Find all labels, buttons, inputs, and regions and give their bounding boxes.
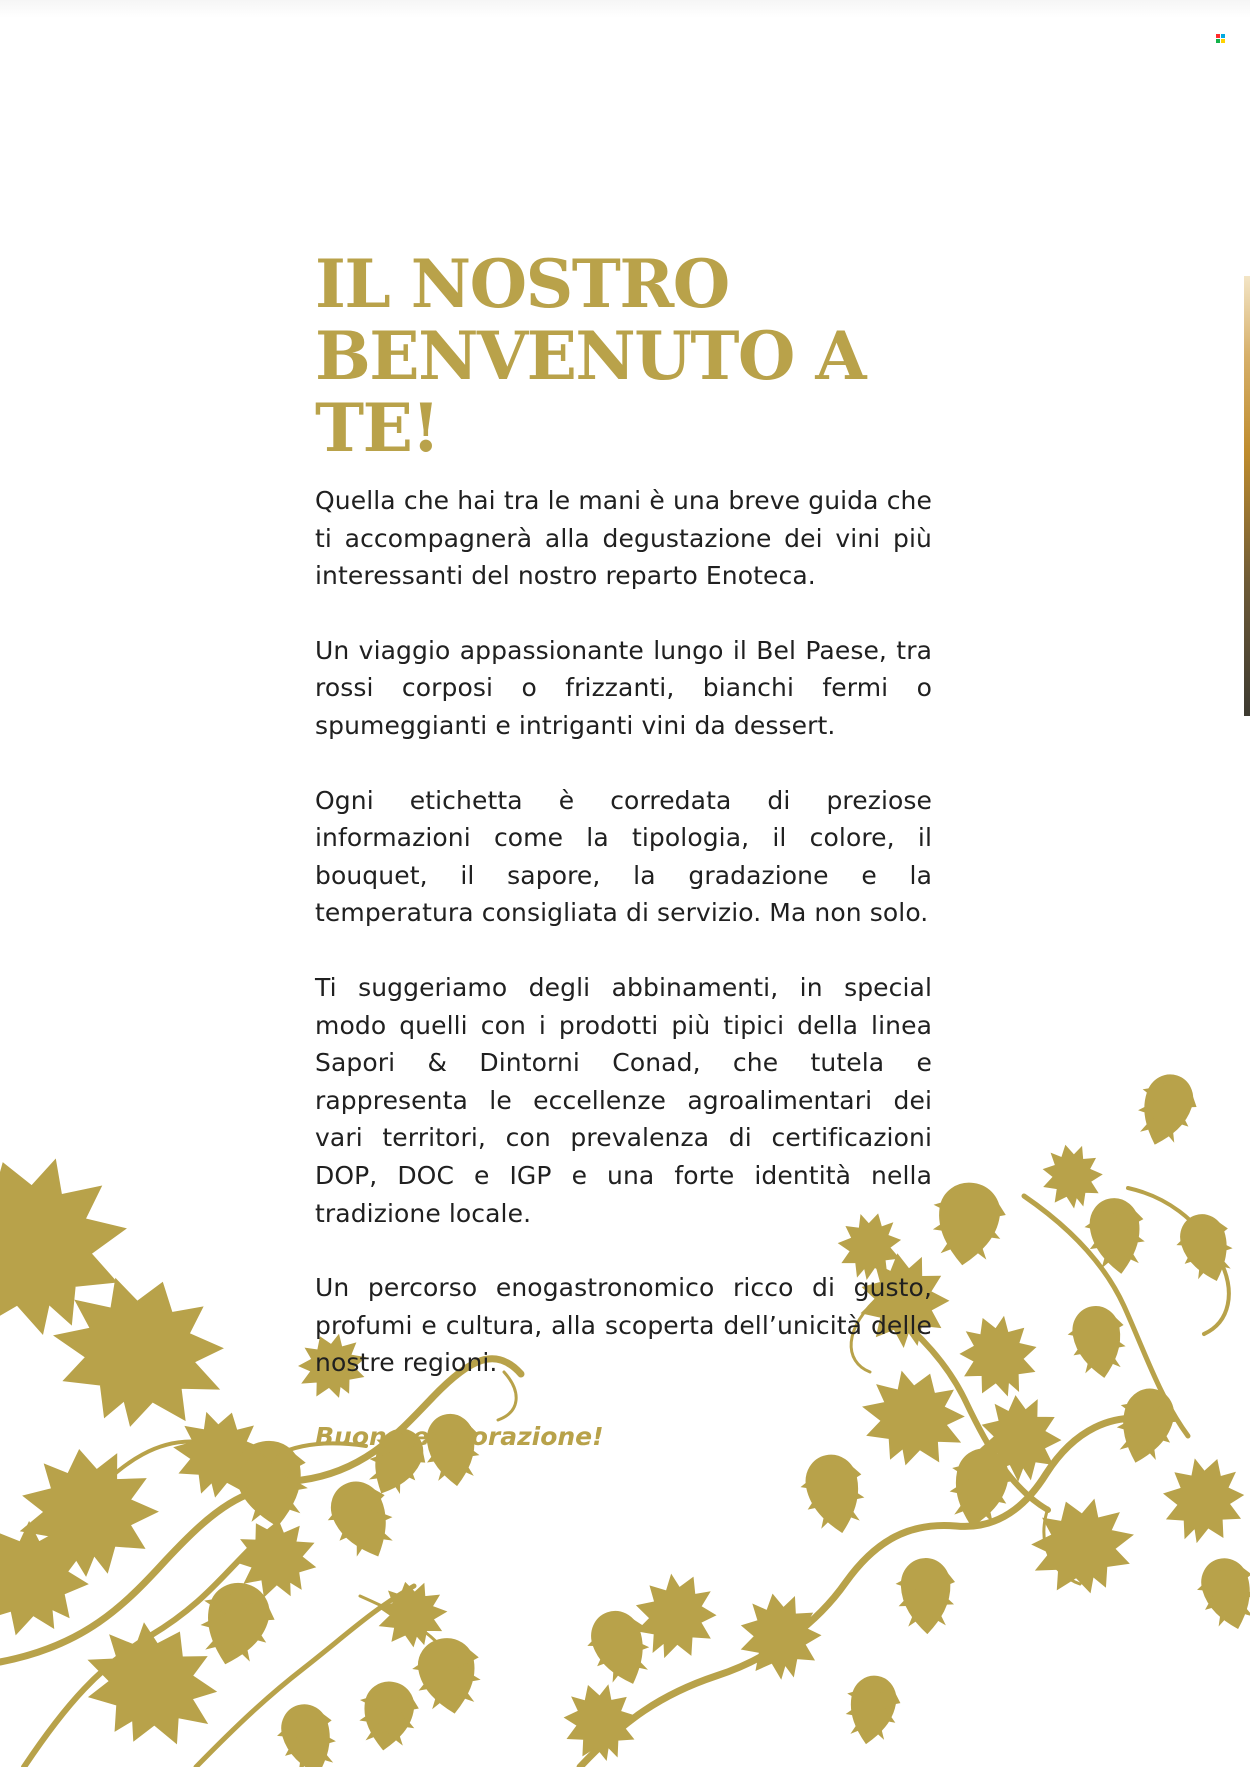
page-title: [315, 245, 932, 467]
page-title-line-1: IL NOSTRO: [315, 245, 729, 323]
closing-greeting: Buona esplorazione!: [315, 1421, 604, 1451]
pairings-paragraph: Ti suggeriamo degli abbinamenti, in special modo quelli con i prodotti più tipici della linea Sapori & Dintorni Conad, che tutela e rappresenta le eccellenze agroalimentari dei vari territori, con prevalenza di certificazioni DOP, DOC e IGP e una forte identità nella tradizione locale.: [315, 972, 932, 1228]
page-title-line-2: BENVENUTO A TE!: [315, 317, 866, 467]
intro-paragraph: Quella che hai tra le mani è una breve guida che ti accompagnerà alla degustazione dei vini più interessanti del nostro reparto Enoteca.: [315, 486, 932, 591]
journey-paragraph: Un viaggio appassionante lungo il Bel Paese, tra rossi corposi o frizzanti, bianchi fermi o spumeggianti e intriganti vini da dessert.: [315, 635, 932, 740]
welcome-text-column: [315, 245, 932, 1455]
label-info-paragraph: Ogni etichetta è corredata di preziose informazioni come la tipologia, il colore, il bouquet, il sapore, la gradazione e la temperatura consigliata di servizio. Ma non solo.: [315, 785, 932, 928]
culture-paragraph: Un percorso enogastronomico ricco di gusto, profumi e cultura, alla scoperta dell’unicità delle nostre regioni.: [315, 1273, 932, 1378]
